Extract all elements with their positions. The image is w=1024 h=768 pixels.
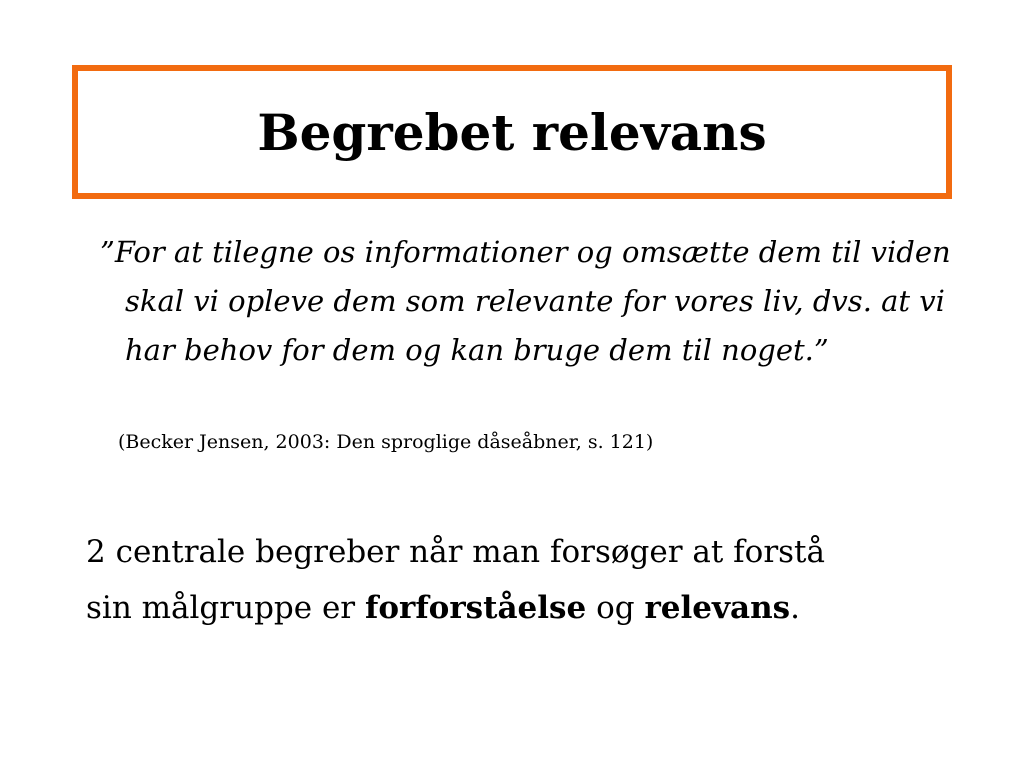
quote-text: ”For at tilegne os informationer og omsætte dem til viden skal vi opleve dem som relevante for vores liv, dvs. at vi har behov for dem og kan bruge dem til noget.”: [100, 235, 951, 367]
term-forforstaaelse: forforståelse: [364, 590, 587, 626]
term-relevans: relevans: [644, 590, 791, 626]
body-paragraph: [86, 524, 946, 636]
citation-text: (Becker Jensen, 2003: Den sproglige dåseåbner, s. 121): [118, 431, 654, 453]
slide-title: Begrebet relevans: [257, 102, 767, 162]
body-line-1: 2 centrale begreber når man forsøger at forstå: [86, 534, 825, 570]
body-connector: og: [586, 590, 645, 626]
body-line-2-prefix: sin målgruppe er: [86, 590, 365, 626]
title-box: [72, 65, 952, 199]
body-suffix: .: [790, 590, 800, 626]
